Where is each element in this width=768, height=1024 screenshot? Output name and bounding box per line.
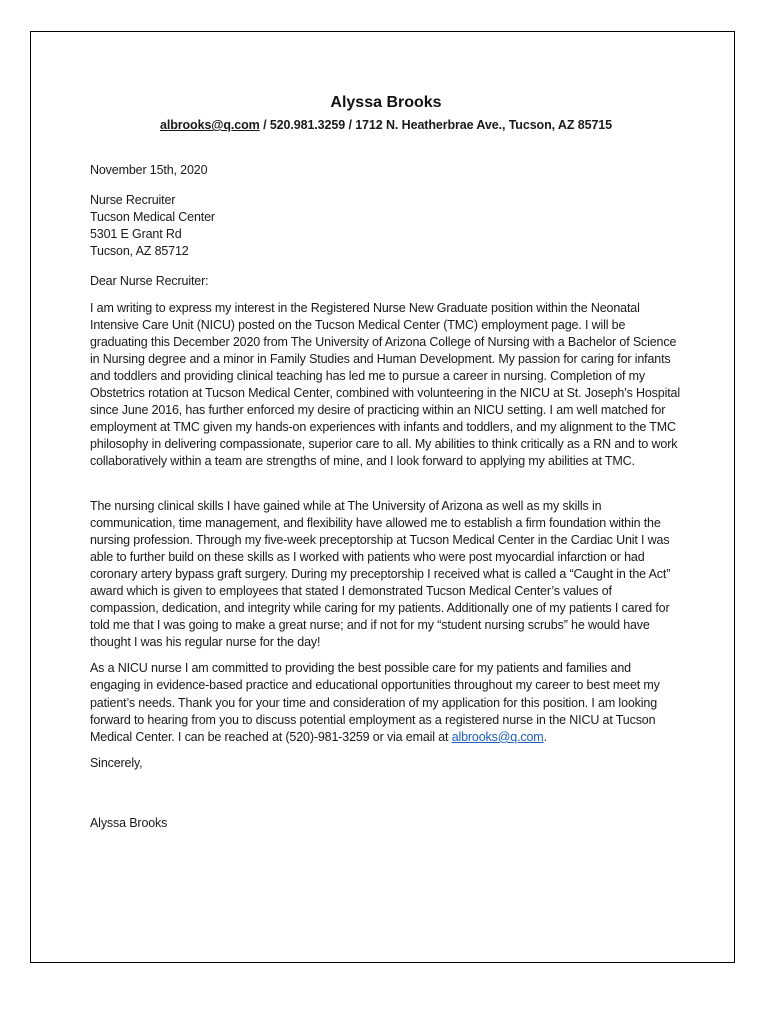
paragraph-3-end: . <box>543 729 547 744</box>
sender-name: Alyssa Brooks <box>330 94 442 111</box>
header-email-link[interactable]: albrooks@q.com <box>160 118 260 132</box>
salutation: Dear Nurse Recruiter: <box>90 274 209 289</box>
paragraph-1: I am writing to express my interest in the Registered Nurse New Graduate position within the Neonatal Intensive Care Unit (NICU) posted on the Tucson Medical Center (TMC) employment page. I will be graduating this December 2020 from The University of Arizona College of Nursing with a Bachelor of Science in Nursing degree and a minor in Family Studies and Human Development. My passion for caring for infants and toddlers and providing clinical teaching has led me to pursue a career in nursing. Completion of my Obstetrics rotation at Tucson Medical Center, combined with volunteering in the NICU at St. Joseph’s Hospital since June 2016, has further enforced my desire of practicing within an NICU setting. I am well matched for employment at TMC given my hands-on experiences with infants and toddlers, and my alignment to the TMC philosophy in delivering compassionate, superior care to all. My abilities to think critically as a RN and to work collaboratively within a team are strengths of mine, and I look forward to applying my abilities at TMC. <box>90 300 680 469</box>
contact-line <box>70 116 702 134</box>
recipient-title: Nurse Recruiter <box>90 193 176 208</box>
paragraph-3 <box>90 660 682 745</box>
contact-details: / 520.981.3259 / 1712 N. Heatherbrae Ave., Tucson, AZ 85715 <box>259 118 612 132</box>
paragraph-2: The nursing clinical skills I have gained while at The University of Arizona as well as my skills in communication, time management, and flexibility have allowed me to establish a firm foundation within the nursing profession. Through my five-week preceptorship at Tucson Medical Center in the Cardiac Unit I was able to further build on these skills as I worked with patients who were post myocardial infarction or had coronary artery bypass graft surgery. During my preceptorship I received what is called a “Caught in the Act” award which is given to employees that stated I demonstrated Tucson Medical Center’s values of compassion, dedication, and integrity while caring for my patients. Additionally one of my patients I cared for told me that I was going to make a great nurse; and if not for my “student nursing scrubs” he would have thought I was his regular nurse for the day! <box>90 498 671 650</box>
recipient-city: Tucson, AZ 85712 <box>90 244 189 259</box>
cover-letter <box>90 90 682 832</box>
recipient-address <box>90 192 682 260</box>
body-email-link[interactable]: albrooks@q.com <box>451 729 544 744</box>
closing: Sincerely, <box>90 755 143 770</box>
paragraph-3-text: As a NICU nurse I am committed to providing the best possible care for my patients and families and engaging in evidence-based practice and educational opportunities throughout my career to best meet my patient’s needs. Thank you for your time and consideration of my application for this position. I am looking forward to hearing from you to discuss potential employment as a registered nurse in the NICU at Tucson Medical Center. I can be reached at (520)-981-3259 or via email at <box>90 661 660 744</box>
recipient-street: 5301 E Grant Rd <box>90 227 182 242</box>
signature-name: Alyssa Brooks <box>90 815 168 830</box>
letter-date: November 15th, 2020 <box>90 163 208 177</box>
recipient-organization: Tucson Medical Center <box>90 210 215 225</box>
